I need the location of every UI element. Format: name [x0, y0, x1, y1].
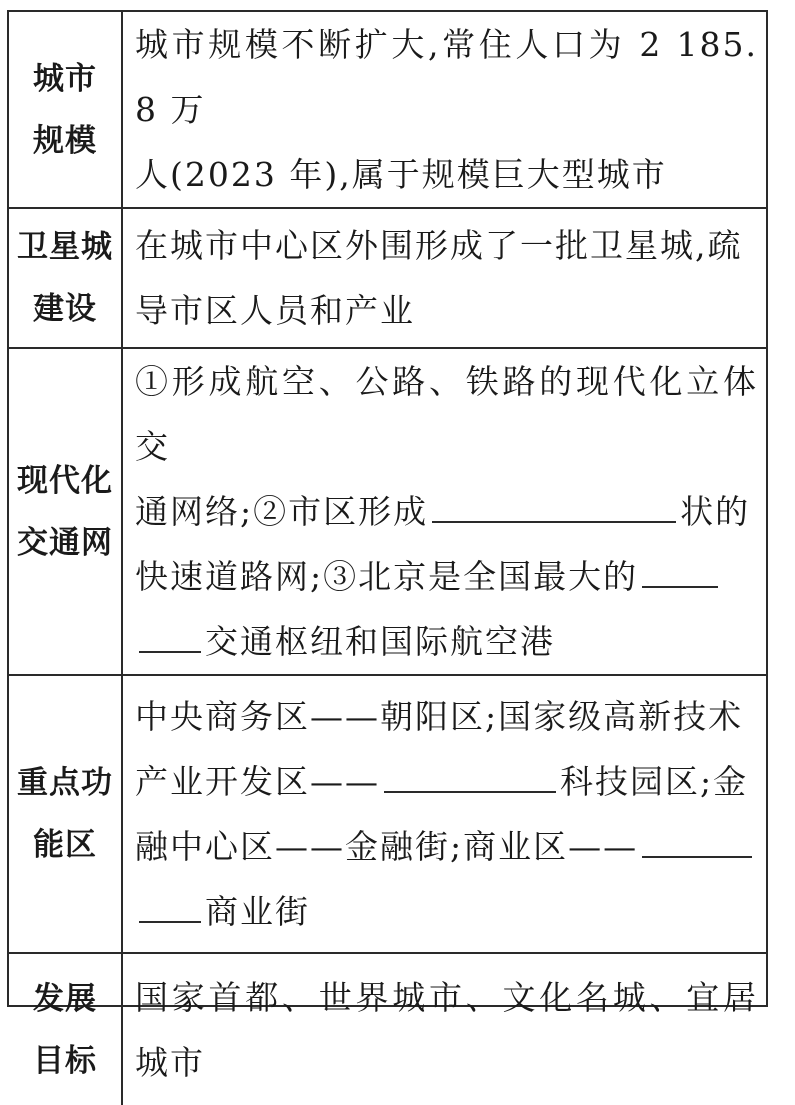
info-table [9, 12, 766, 1105]
row-label-line: 城市 [33, 60, 97, 97]
row-label-line: 建设 [33, 291, 97, 327]
content-line: 中央商务区——朝阳区;国家级高新技术 [135, 697, 744, 736]
content-segment: 产业开发区—— [135, 762, 380, 801]
row-label-line: 发展 [33, 980, 97, 1017]
row-label-functional-zones [9, 675, 122, 953]
table-row [9, 675, 766, 953]
content-segment: 商业街 [205, 892, 310, 931]
row-label-line: 交通网 [17, 524, 113, 561]
row-label-satellite-city [9, 208, 122, 348]
fill-in-blank[interactable] [384, 751, 556, 793]
fill-in-blank[interactable] [642, 816, 752, 858]
content-line: 导市区人员和产业 [135, 291, 415, 330]
row-label-development-goals [9, 953, 122, 1105]
content-line: ①形成航空、公路、铁路的现代化立体交 [135, 362, 758, 466]
row-content-satellite-city [122, 208, 766, 348]
row-label-transport-network [9, 348, 122, 675]
content-segment: 科技园区;金 [560, 762, 749, 801]
table-row [9, 12, 766, 208]
content-line: 在城市中心区外围形成了一批卫星城,疏 [135, 226, 743, 265]
fill-in-blank-continued[interactable] [139, 881, 201, 923]
content-segment: 通网络;②市区形成 [135, 492, 429, 531]
row-label-line: 规模 [33, 122, 97, 159]
table-row [9, 953, 766, 1105]
fill-in-blank[interactable] [642, 546, 718, 588]
content-segment: 交通枢纽和国际航空港 [205, 622, 555, 661]
fill-in-blank[interactable] [432, 481, 676, 523]
content-segment: 融中心区——金融街;商业区—— [135, 827, 639, 866]
table-row [9, 348, 766, 675]
content-line: 人(2023 年),属于规模巨大型城市 [135, 155, 667, 194]
fill-in-blank-continued[interactable] [139, 611, 201, 653]
info-table-frame [7, 10, 768, 1082]
row-label-line: 现代化 [17, 462, 113, 499]
table-row [9, 208, 766, 348]
content-segment: 快速道路网;③北京是全国最大的 [135, 557, 639, 596]
row-label-line: 能区 [33, 827, 97, 863]
content-segment: 状的 [680, 492, 751, 531]
row-label-line: 卫星城 [17, 229, 113, 265]
row-content-functional-zones [122, 675, 766, 953]
content-line: 城市规模不断扩大,常住人口为 2 185. 8 万 [135, 25, 758, 129]
row-label-line: 重点功 [17, 765, 113, 801]
row-content-transport-network [122, 348, 766, 675]
row-label-city-scale [9, 12, 122, 208]
row-content-city-scale [122, 12, 766, 208]
content-line: 国家首都、世界城市、文化名城、宜居城市 [135, 977, 758, 1082]
row-label-line: 目标 [33, 1042, 97, 1079]
row-content-development-goals [122, 953, 766, 1105]
